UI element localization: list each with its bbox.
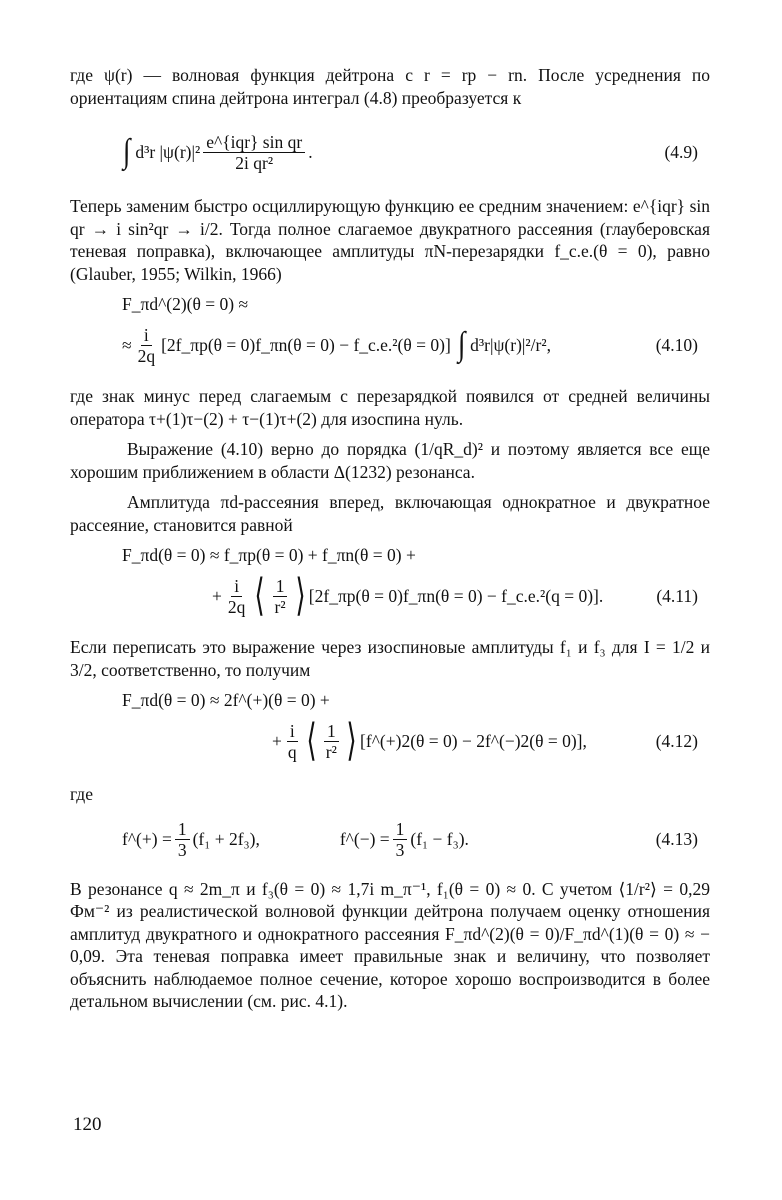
equation-4-10: F_πd^(2)(θ = 0) ≈ ≈ $\frac{i}{2q}$ [2f_πp(θ = 0)f_πn(θ = 0) − f_c.e.²(θ = 0)] ∫ d³r|ψ(r)|²/r², (4.10) (122, 294, 698, 366)
equation-4-9: ∫ d³r |ψ(r)|² $\frac{\text{e\textasciicircum{}\{iqr\} sin qr}}{\text{2i qr²}}$ . (4.9) (122, 131, 698, 173)
equation-number: (4.13) (655, 829, 698, 849)
where-label: где (70, 784, 93, 804)
equation-number: (4.9) (664, 141, 698, 162)
right-angle-bracket: ⟩ (346, 716, 357, 765)
equation-4-12: F_πd(θ = 0) ≈ 2f^(+)(θ = 0) + + $\frac{i}{q}$ ⟨ $\frac{1}{\text{r²}}$ ⟩ [f^(+)2(θ = 0) − 2f^(−)2(θ = 0)], (4.12) (122, 690, 698, 765)
left-angle-bracket: ⟨ (254, 571, 266, 620)
page-number: 120 (73, 1114, 102, 1135)
equation-4-11: F_πd(θ = 0) ≈ f_πp(θ = 0) + f_πn(θ = 0) + + $\frac{i}{2q}$ ⟨ $\frac{1}{\text{r²}}$ ⟩ [2f_πp(θ = 0)f_πn(θ = 0) − f_c.e.²(q = 0)]. (4.11) (122, 545, 698, 620)
right-angle-bracket: ⟩ (295, 571, 306, 620)
equation-number: (4.10) (655, 334, 698, 355)
paragraph-3: где знак минус перед слагаемым с перезарядкой появился от средней величины оператора τ+(1)τ−(2) + τ−(1)τ+(2) для изоспина нуль. (70, 386, 710, 429)
eq-4-9-integrand: d³r |ψ(r)|² (135, 141, 201, 162)
equation-number: (4.11) (656, 585, 698, 606)
paragraph-7: В резонансе q ≈ 2m_π и f₃(θ = 0) ≈ 1,7i m_π⁻¹, f₁(θ = 0) ≈ 0. С учетом ⟨1/r²⟩ = 0,29 Фм⁻² из реалистической волновой функции дейтрона получаем оценку отношения амплитуд двукратного и однократного рассеяния F_πd^(2)(θ = 0)/F_πd^(1)(θ = 0) ≈ − 0,09. Эта теневая поправка имеет правильные знак и величину, что позволяет объяснить наблюдаемое полное сечение, которое хорошо воспроизводится в более детальном вычислении (см. рис. 4.1). (70, 878, 710, 1011)
equation-number: (4.12) (655, 730, 698, 751)
paragraph-1: где ψ(r) — волновая функция дейтрона с r = rp − rn. После усреднения по ориентациям спина дейтрона интеграл (4.8) преобразуется к (70, 65, 710, 108)
page-body (70, 64, 710, 1013)
paragraph-6: Если переписать это выражение через изоспиновые амплитуды f₁ и f₃ для I = 1/2 и 3/2, соответственно, то получим (70, 637, 710, 680)
left-angle-bracket: ⟨ (306, 716, 317, 765)
paragraph-2: Теперь заменим быстро осциллирующую функцию ее средним значением: e^{iqr} sin qr → i sin²qr → i/2. Тогда полное слагаемое двукратного рассеяния (глауберовская теневая поправка), включающее амплитуды πN-перезарядки f_c.e.(θ = 0), равно (Glauber, 1955; Wilkin, 1966) (70, 196, 710, 284)
integral-sign: ∫ (122, 133, 131, 170)
paragraph-5: Амплитуда πd-рассеяния вперед, включающая однократное и двукратное рассеяние, становится равной (70, 492, 710, 535)
eq-4-9-fraction: $\frac{\text{e\textasciicircum{}\{iqr\} sin qr}}{\text{2i qr²}}$ (203, 132, 305, 173)
integral-sign: ∫ (457, 326, 466, 363)
equation-4-13: f^(+) = $\frac{1}{3}$ (f₁ + 2f₃), f^(−) = $\frac{1}{3}$ (f₁ − f₃). (4.13) (122, 819, 698, 860)
paragraph-4: Выражение (4.10) верно до порядка (1/qR_d)² и поэтому является все еще хорошим приближением в области Δ(1232) резонанса. (70, 439, 710, 482)
